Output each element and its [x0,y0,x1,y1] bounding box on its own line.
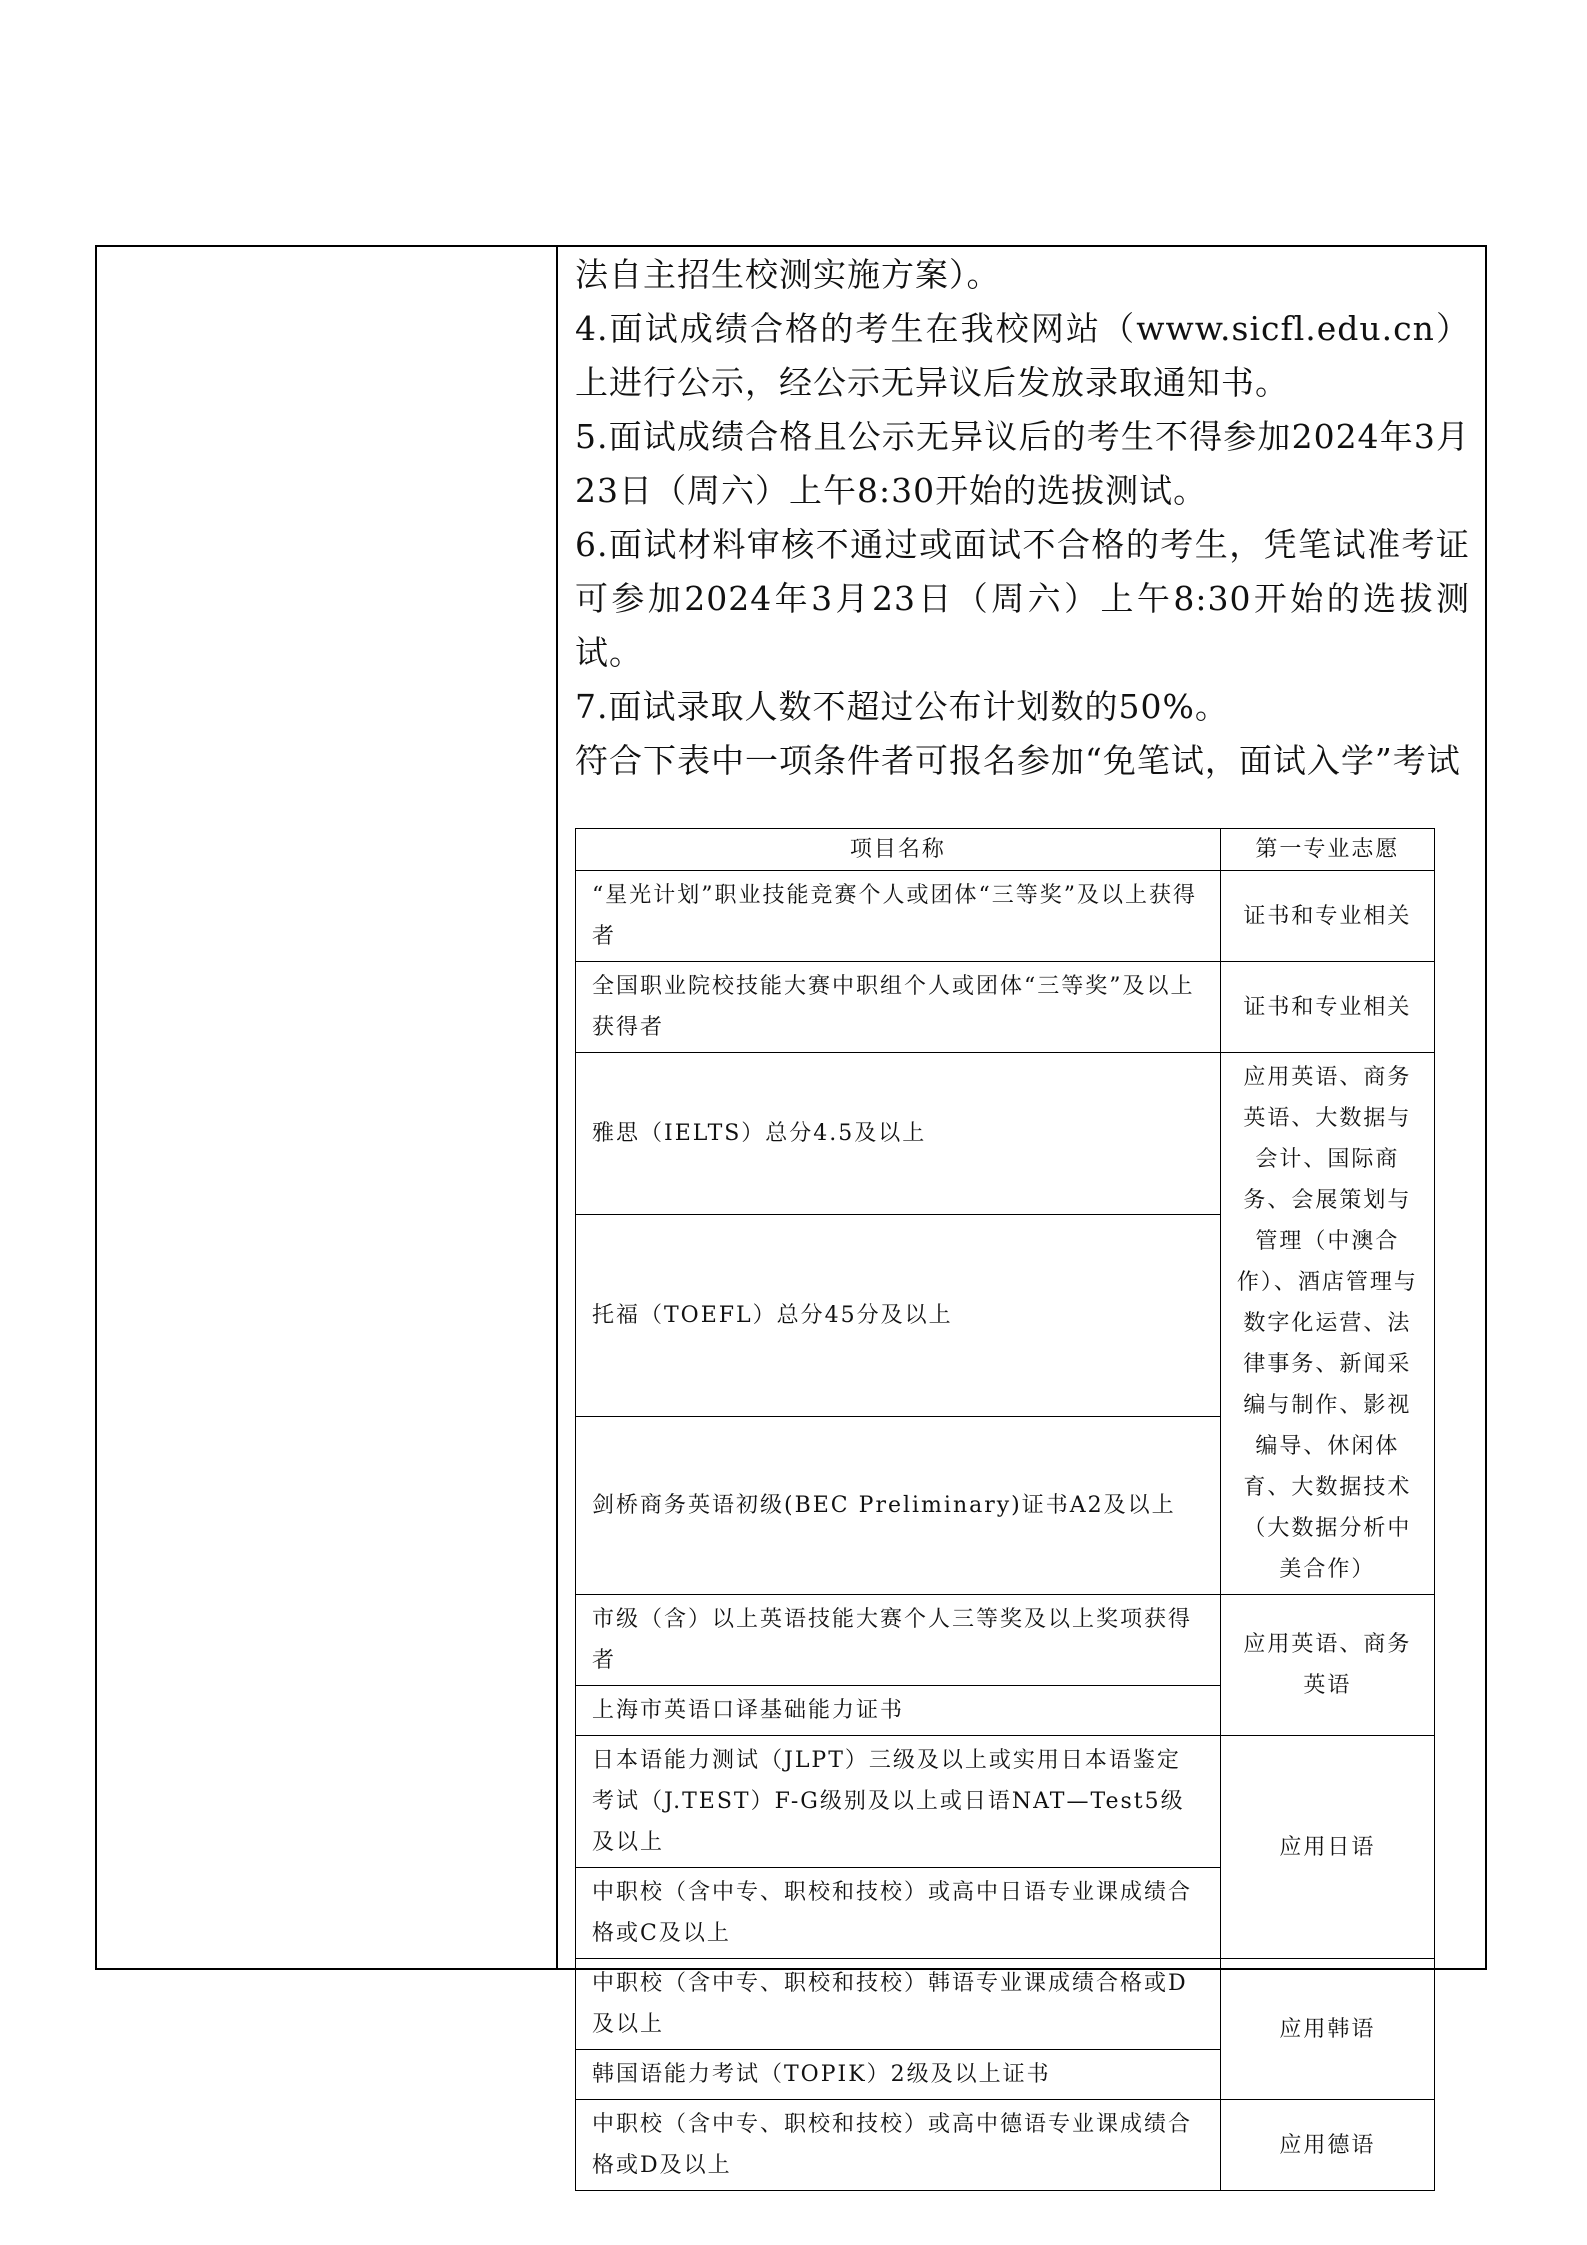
item-cell: 韩国语能力考试（TOPIK）2级及以上证书 [576,2050,1221,2100]
paragraph: 符合下表中一项条件者可报名参加“免笔试，面试入学”考试 [575,741,1461,780]
paragraph: 4.面试成绩合格的考生在我校网站（www.sicfl.edu.cn）上进行公示，经公示无异议后发放录取通知书。 [575,309,1470,402]
item-cell: 中职校（含中专、职校和技校）韩语专业课成绩合格或D及以上 [576,1959,1221,2050]
table-header-row [576,829,1435,871]
item-cell: 日本语能力测试（JLPT）三级及以上或实用日本语鉴定考试（J.TEST）F-G级别及以上或日语NAT—Test5级及以上 [576,1736,1221,1868]
paragraph: 6.面试材料审核不通过或面试不合格的考生，凭笔试准考证可参加2024年3月23日（周六）上午8:30开始的选拔测试。 [575,525,1470,672]
major-cell: 应用英语、商务英语、大数据与会计、国际商务、会展策划与管理（中澳合作）、酒店管理与数字化运营、法律事务、新闻采编与制作、影视编导、休闲体育、大数据技术（大数据分析中美合作） [1220,1053,1434,1595]
paragraph: 5.面试成绩合格且公示无异议后的考生不得参加2024年3月23日（周六）上午8:30开始的选拔测试。 [575,417,1470,510]
table-row [576,1053,1435,1215]
table-row [576,871,1435,962]
table-row [576,962,1435,1053]
item-cell: 托福（TOEFL）总分45分及以上 [576,1214,1221,1416]
table-row [576,1736,1435,1868]
table-row [576,2100,1435,2191]
item-cell: 市级（含）以上英语技能大赛个人三等奖及以上奖项获得者 [576,1595,1221,1686]
item-cell: 中职校（含中专、职校和技校）或高中德语专业课成绩合格或D及以上 [576,2100,1221,2191]
major-cell: 应用韩语 [1220,1959,1434,2100]
table-row [576,1959,1435,2050]
column-divider [556,245,558,1970]
qualification-table [575,828,1435,2191]
item-cell: 中职校（含中专、职校和技校）或高中日语专业课成绩合格或C及以上 [576,1868,1221,1959]
item-cell: 上海市英语口译基础能力证书 [576,1686,1221,1736]
item-cell: 雅思（IELTS）总分4.5及以上 [576,1053,1221,1215]
paragraph: 法自主招生校测实施方案）。 [575,255,1001,294]
paragraph: 7.面试录取人数不超过公布计划数的50%。 [575,687,1229,726]
header-item-name: 项目名称 [576,829,1221,871]
item-cell: 剑桥商务英语初级(BEC Preliminary)证书A2及以上 [576,1416,1221,1594]
major-cell: 应用德语 [1220,2100,1434,2191]
item-cell: “星光计划”职业技能竞赛个人或团体“三等奖”及以上获得者 [576,871,1221,962]
body-text [575,248,1470,788]
item-cell: 全国职业院校技能大赛中职组个人或团体“三等奖”及以上获得者 [576,962,1221,1053]
major-cell: 应用日语 [1220,1736,1434,1959]
header-major: 第一专业志愿 [1220,829,1434,871]
table-row [576,1595,1435,1686]
major-cell: 应用英语、商务英语 [1220,1595,1434,1736]
major-cell: 证书和专业相关 [1220,871,1434,962]
major-cell: 证书和专业相关 [1220,962,1434,1053]
